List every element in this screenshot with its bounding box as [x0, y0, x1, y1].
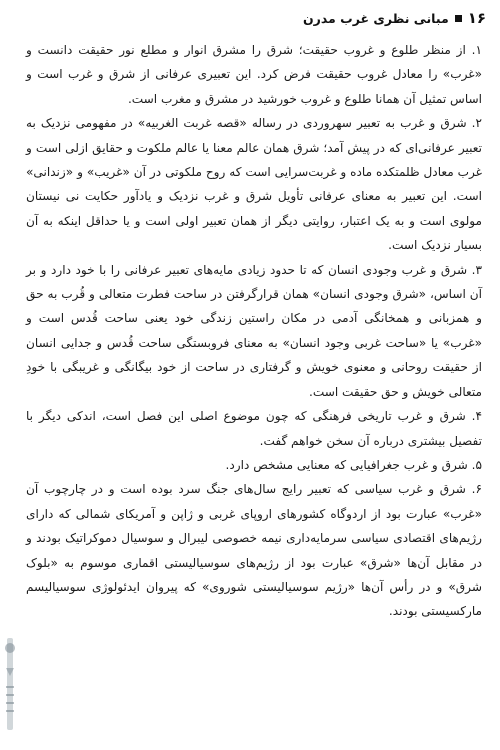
paragraph-3: ۳. شرق و غرب وجودی انسان که تا حدود زیادی مایه‌های تعبیر عرفانی را با خود دارد و بر آن اساس، «شرق وجودی انسان» همان قرارگرفتن در ساحت فطرت متعالی و قُرب به حق و همزبانی و همخانگی آدمی در مکان راستین زندگی خود یعنی ساحت قُدس است و «غرب» یا «ساحت غربی وجود انسان» به معنای فروبستگی ساحت قُدس و جدایی انسان از حقیقت روحانی و معنوی خویش و گرفتاری در ساحت از خود بیگانگی و غریبگی با خودِ متعالی خویش و حق حقیقت است. — [26, 262, 482, 399]
running-title: مبانی نظری غرب مدرن — [302, 10, 449, 26]
paragraph-5: ۵. شرق و غرب جغرافیایی که معنایی مشخص دارد. — [225, 457, 482, 472]
body-text — [26, 38, 482, 736]
paragraph-2: ۲. شرق و غرب به تعبیر سهروردی در رساله «قصه غربت الغربیه» در مفهومی نزدیک به تعبیر عرفانی‌ای که در پیش آمد؛ شرق همان عالم معنا یا عالم ملکوت و حقایق ازلی است و غرب معادل ظلمتکده ماده و غربت‌سرایی است که روح ملکوتی در آن «غریب» و «زندانی» است. این تعبیر به معنای عرفانی تأویل شرق و غرب نزدیک و یادآور حکایت نی نیستان مولوی است و به یک اعتبار، روایتی دیگر از همان تعبیر اولی است و یا حداقل اینکه به آن بسیار نزدیک است. — [26, 116, 482, 253]
page-number: ۱۶ — [467, 9, 486, 27]
header-square-icon — [455, 15, 462, 22]
paragraph-6: ۶. شرق و غرب سیاسی که تعبیر رایج سال‌های جنگ سرد بوده است و در چارچوب آن «غرب» عبارت بود از اردوگاه کشورهای اروپای غربی و ژاپن و آمریکای شمالی که دارای رژیم‌های اقتصادی سیاسی سرمایه‌داری نیمه خصوصی لیبرال و سوسیال دموکراتیک بودند و در مقابل آن‌ها «شرق» عبارت بود از رژیم‌های سوسیالیستی اقماری موسوم به «بلوک شرق» و در رأس آن‌ها «رژیم سوسیالیستی شوروی» که پیروان ایدئولوژی سوسیالیسم مارکسیستی بودند. — [26, 482, 482, 619]
page-header — [14, 6, 486, 30]
paragraph-4: ۴. شرق و غرب تاریخی فرهنگی که چون موضوع اصلی این فصل است، اندکی دیگر با تفصیل بیشتری درباره آن سخن خواهم گفت. — [26, 409, 482, 448]
watermark-logo-icon — [2, 638, 18, 730]
paragraph-1: ۱. از منظر طلوع و غروب حقیقت؛ شرق را مشرق انوار و مطلع نور حقیقت دانست و «غرب» را معادل غروب حقیقت فرض کرد. این تعبیری عرفانی از شرق و غرب است و اساس تمثیل آن همانا طلوع و غروب خورشید در مشرق و مغرب است. — [26, 43, 482, 106]
